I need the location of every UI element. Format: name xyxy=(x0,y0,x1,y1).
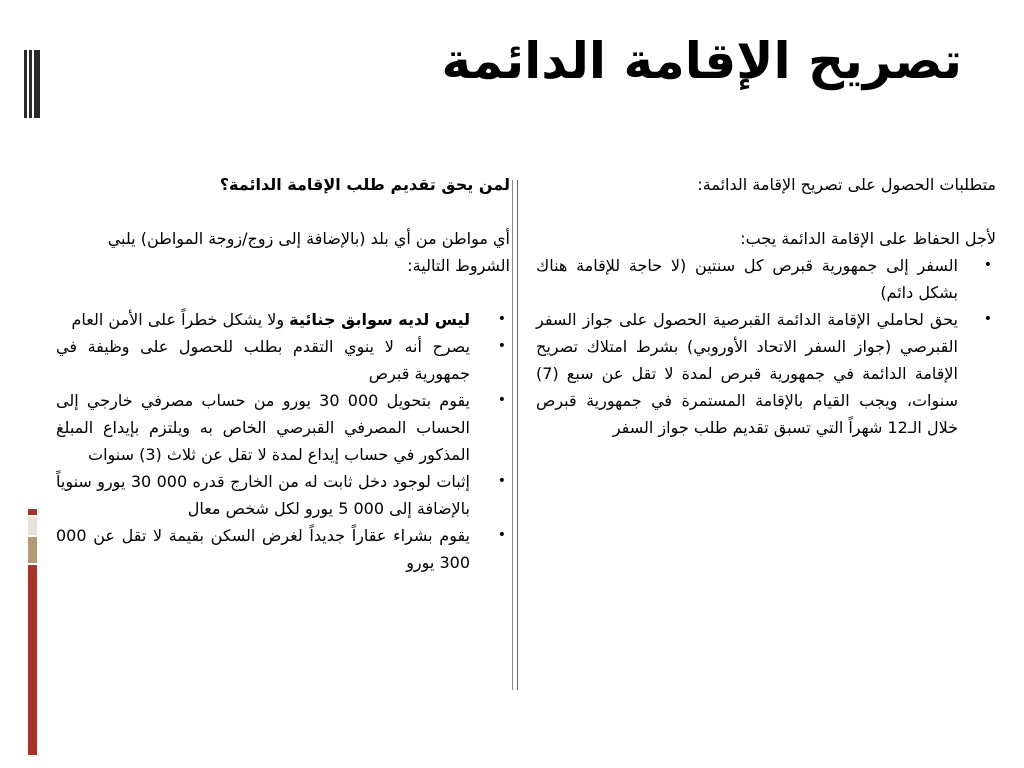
list-item xyxy=(56,522,510,576)
list-item-text: يحق لحاملي الإقامة الدائمة القبرصية الحصول على جواز السفر القبرصي (جواز السفر الاتحاد الأوروبي) بشرط امتلاك تصريح الإقامة الدائمة في جمهورية قبرص لمدة لا تقل عن سبع (7) سنوات، ويجب القيام بالإقامة المستمرة في جمهورية قبرص خلال الـ12 شهراً التي تسبق تقديم طلب جواز السفر xyxy=(536,310,958,437)
list-item-text: إثبات لوجود دخل ثابت له من الخارج قدره 000 30 يورو سنوياً بالإضافة إلى 000 5 يورو لكل شخص معال xyxy=(56,472,470,518)
bullet-dot-icon: • xyxy=(983,257,992,273)
list-item xyxy=(56,387,510,468)
eligibility-heading: لمن يحق تقديم طلب الإقامة الدائمة؟ xyxy=(219,175,510,194)
accent-bar-beige xyxy=(28,517,37,535)
bullet-dot-icon: • xyxy=(497,473,506,489)
list-item-text: يصرح أنه لا ينوي التقدم بطلب للحصول على وظيفة في جمهورية قبرص xyxy=(56,337,470,383)
bullet-dot-icon: • xyxy=(983,311,992,327)
bullet-dot-icon: • xyxy=(497,392,506,408)
bullet-dot-icon: • xyxy=(497,311,506,327)
slide-title: تصريح الإقامة الدائمة xyxy=(441,32,962,90)
eligibility-list xyxy=(56,306,510,576)
list-item-text: يقوم بشراء عقاراً جديداً لغرض السكن بقيمة لا تقل عن 000 300 يورو xyxy=(56,526,470,572)
maintenance-list xyxy=(536,252,996,441)
list-item-rest: ولا يشكل خطراً على الأمن العام xyxy=(71,310,290,329)
accent-bar-red xyxy=(28,565,37,755)
bullet-dot-icon: • xyxy=(497,527,506,543)
list-item-text: السفر إلى جمهورية قبرص كل سنتين (لا حاجة للإقامة هناك بشكل دائم) xyxy=(536,256,958,302)
emphasis-text: ليس لديه سوابق جنائية xyxy=(289,310,470,329)
requirements-heading: متطلبات الحصول على تصريح الإقامة الدائمة: xyxy=(697,175,996,194)
list-item-text xyxy=(72,310,470,329)
maintenance-subheading: لأجل الحفاظ على الإقامة الدائمة يجب: xyxy=(740,229,996,248)
list-item xyxy=(56,468,510,522)
column-divider-red xyxy=(517,180,518,690)
list-item-text: يقوم بتحويل 000 30 يورو من حساب مصرفي خارجي إلى الحساب المصرفي القبرصي الخاص به ويلتزم بإيداع المبلغ المذكور في حساب إيداع لمدة لا تقل عن ثلاث (3) سنوات xyxy=(56,391,471,464)
column-divider-gray xyxy=(512,180,513,690)
eligibility-intro: أي مواطن من أي بلد (بالإضافة إلى زوج/زوجة المواطن) يلبي الشروط التالية: xyxy=(107,229,510,275)
requirements-column xyxy=(536,171,996,441)
vertical-bars-logo-icon xyxy=(24,50,40,118)
bullet-dot-icon: • xyxy=(497,338,506,354)
eligibility-column xyxy=(56,171,510,576)
accent-bar-red-top xyxy=(28,509,37,515)
list-item xyxy=(536,306,996,441)
list-item xyxy=(56,333,510,387)
list-item xyxy=(536,252,996,306)
accent-bar-tan xyxy=(28,537,37,563)
list-item xyxy=(56,306,510,333)
